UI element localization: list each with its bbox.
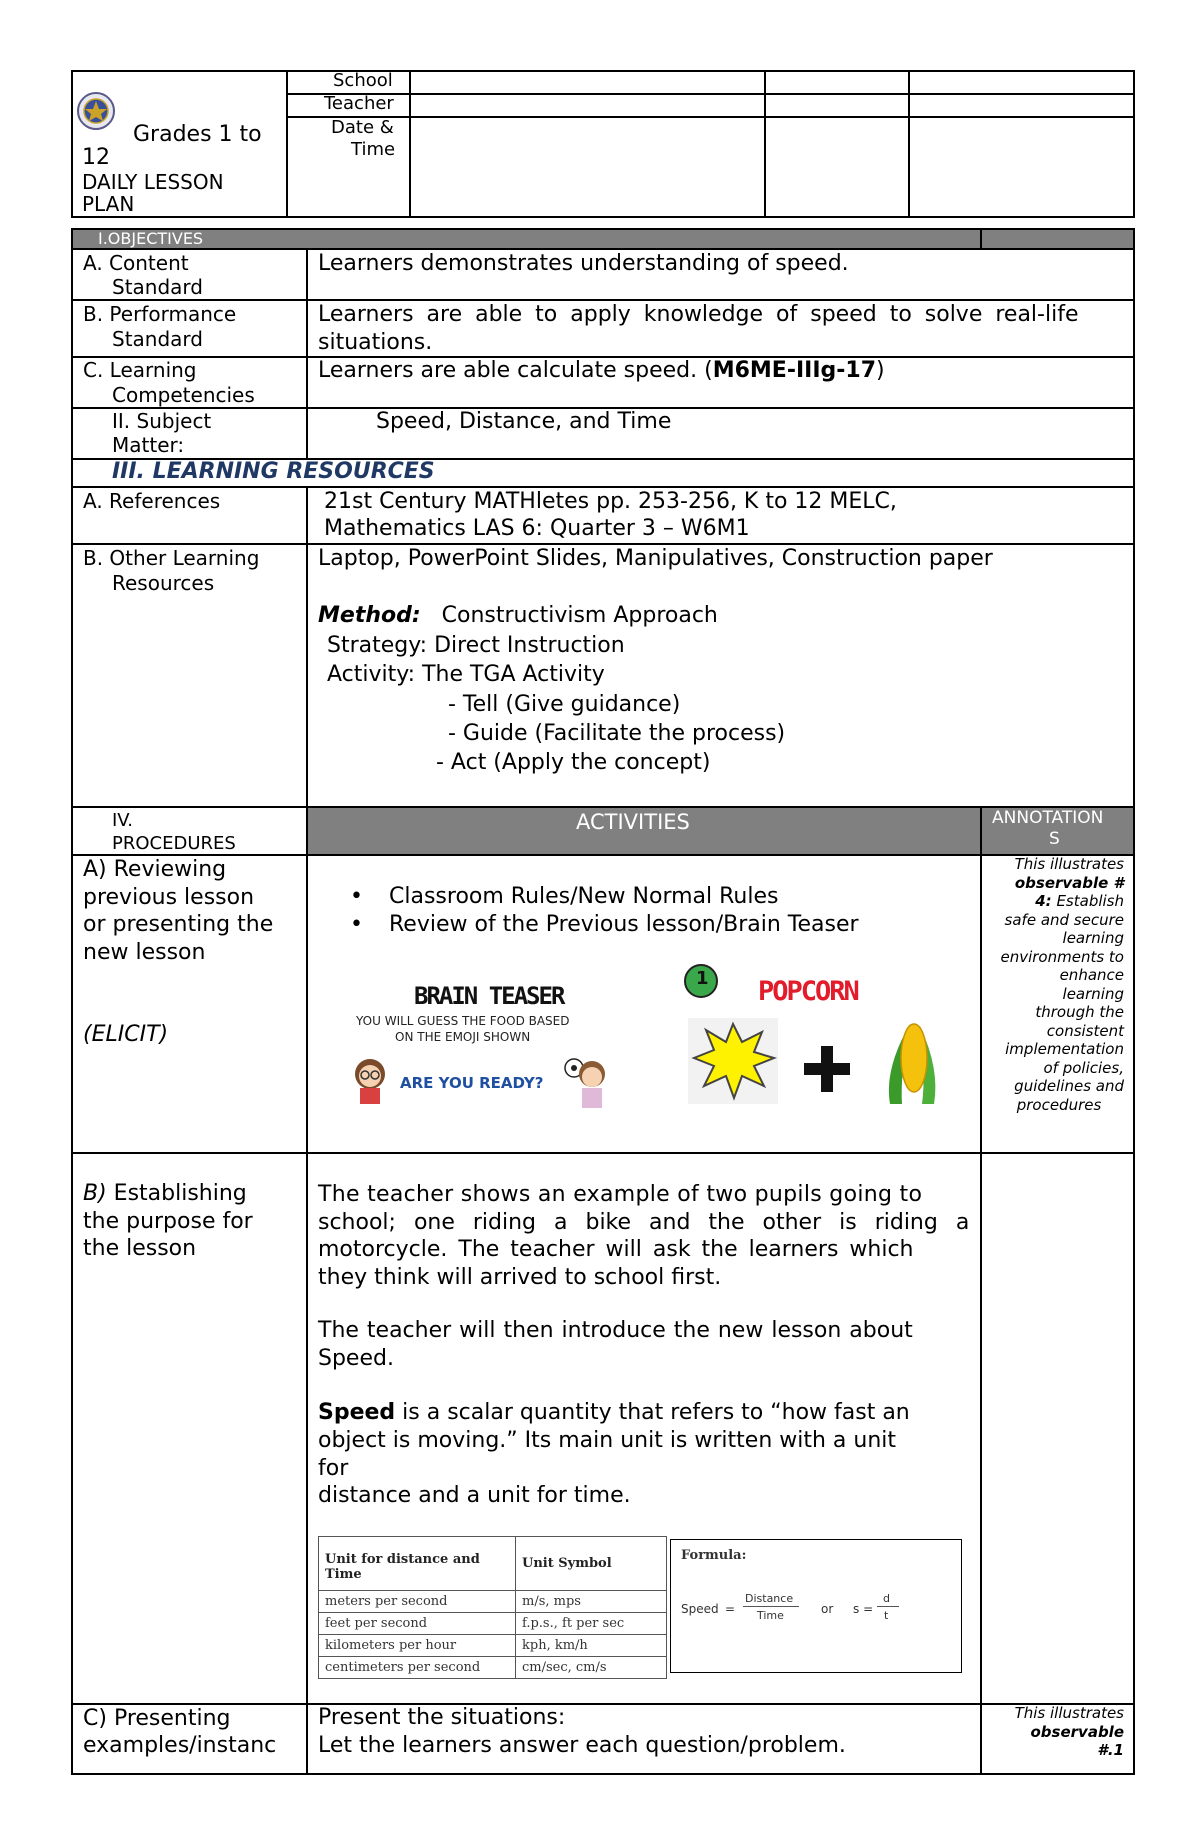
column-divider bbox=[980, 806, 982, 1775]
annotation-line: This illustrates bbox=[1014, 855, 1124, 873]
annotation-line: observable bbox=[1030, 1722, 1124, 1741]
are-you-ready-text: ARE YOU READY? bbox=[400, 1074, 544, 1092]
speed-definition-line: distance and a unit for time. bbox=[318, 1483, 631, 1508]
row-line bbox=[71, 1703, 1135, 1705]
subject-matter-label-cont: Matter: bbox=[112, 433, 185, 457]
boy-cartoon-icon bbox=[562, 1054, 612, 1112]
speed-definition-line: for bbox=[318, 1456, 349, 1481]
formula-bar bbox=[743, 1606, 799, 1607]
bullet-icon: • bbox=[350, 884, 363, 909]
activities-heading: ACTIVITIES bbox=[576, 810, 690, 834]
number-badge-text: 1 bbox=[696, 968, 709, 989]
popcorn-graphic bbox=[684, 962, 964, 1107]
annotation-line: safe and secure bbox=[1004, 910, 1124, 929]
formula-or: or bbox=[821, 1602, 834, 1616]
objectives-heading-bar bbox=[982, 230, 1133, 248]
presenting-text-cont: Let the learners answer each question/problem. bbox=[318, 1733, 846, 1758]
unit-cell: kilometers per hour bbox=[319, 1635, 516, 1657]
time-label: Time bbox=[351, 139, 396, 160]
other-resources-text: Laptop, PowerPoint Slides, Manipulatives, Construction paper bbox=[318, 546, 993, 571]
performance-standard-label: B. Performance bbox=[83, 302, 237, 326]
competency-code: M6ME-IIIg-17 bbox=[712, 358, 877, 383]
speed-term: Speed bbox=[318, 1400, 396, 1425]
review-bullet-1: Classroom Rules/New Normal Rules bbox=[389, 884, 779, 909]
performance-standard-text-cont: situations. bbox=[318, 330, 433, 355]
corn-emoji-icon bbox=[880, 1014, 944, 1106]
annotation-line: implementation bbox=[1005, 1040, 1124, 1058]
method-text: Constructivism Approach bbox=[441, 603, 718, 628]
annotation-line: of policies, bbox=[1043, 1058, 1124, 1077]
annotation-a bbox=[984, 855, 1124, 1114]
method-line bbox=[318, 602, 718, 630]
brain-teaser-graphic bbox=[348, 978, 618, 1116]
heading-divider bbox=[980, 228, 982, 249]
competencies-label-cont: Competencies bbox=[112, 383, 255, 407]
annotation-line: procedures bbox=[1016, 1095, 1102, 1114]
formula-label: Formula: bbox=[681, 1548, 747, 1563]
annotation-c bbox=[984, 1704, 1124, 1760]
establishing-label-cont: the purpose for bbox=[83, 1209, 253, 1234]
formula-bar bbox=[877, 1606, 899, 1607]
explosion-emoji-icon bbox=[688, 1018, 778, 1104]
formula-numerator: Distance bbox=[745, 1592, 794, 1605]
girl-cartoon-icon bbox=[348, 1054, 392, 1106]
content-standard-label-cont: Standard bbox=[112, 275, 203, 299]
annotation-line: This illustrates bbox=[1014, 1704, 1124, 1722]
reviewing-label-cont: new lesson bbox=[83, 940, 206, 965]
popcorn-title: POPCORN bbox=[758, 976, 858, 1007]
deped-seal-icon bbox=[76, 90, 116, 132]
speed-definition-line bbox=[318, 1399, 910, 1427]
tell-text: - Tell (Give guidance) bbox=[448, 692, 681, 717]
references-text-cont: Mathematics LAS 6: Quarter 3 – W6M1 bbox=[324, 516, 750, 541]
brain-teaser-title: BRAIN TEASER bbox=[414, 982, 564, 1010]
purpose-paragraph-line: they think will arrived to school first. bbox=[318, 1265, 722, 1290]
plan-title: DAILY LESSON bbox=[82, 170, 224, 194]
unit-header-2: Unit Symbol bbox=[516, 1537, 667, 1591]
header-row-line bbox=[286, 93, 1135, 95]
unit-cell: cm/sec, cm/s bbox=[516, 1657, 667, 1679]
presenting-label: C) Presenting bbox=[83, 1706, 231, 1731]
speed-definition-line: object is moving.” Its main unit is written with a unit bbox=[318, 1428, 897, 1453]
procedures-label-cont: PROCEDURES bbox=[112, 833, 236, 854]
annotation-line: enhance bbox=[1059, 966, 1124, 984]
resources-heading: III. LEARNING RESOURCES bbox=[112, 459, 435, 484]
annotation-line: guidelines and bbox=[1014, 1077, 1124, 1095]
purpose-paragraph-line: The teacher will then introduce the new lesson about bbox=[318, 1318, 913, 1343]
performance-standard-label-cont: Standard bbox=[112, 327, 203, 351]
guide-text: - Guide (Facilitate the process) bbox=[448, 721, 786, 746]
presenting-label-cont: examples/instanc bbox=[83, 1733, 277, 1758]
establishing-text: Establishing bbox=[106, 1181, 247, 1206]
subject-matter-text: Speed, Distance, and Time bbox=[376, 409, 672, 434]
column-divider bbox=[306, 488, 308, 1775]
annotation-line: learning bbox=[1062, 984, 1124, 1003]
date-label: Date & bbox=[331, 117, 394, 138]
other-resources-label-cont: Resources bbox=[112, 571, 215, 595]
formula-equals: = bbox=[725, 1602, 736, 1616]
establishing-label bbox=[83, 1180, 247, 1208]
annotations-heading-cont: S bbox=[1049, 829, 1060, 849]
formula-box bbox=[670, 1539, 962, 1673]
brain-teaser-sub-cont: ON THE EMOJI SHOWN bbox=[395, 1030, 531, 1044]
establishing-label-cont: the lesson bbox=[83, 1236, 197, 1261]
review-bullet-2: Review of the Previous lesson/Brain Teaser bbox=[389, 912, 859, 937]
unit-table bbox=[318, 1536, 667, 1679]
unit-row bbox=[319, 1613, 667, 1635]
formula-d: d bbox=[883, 1592, 890, 1605]
speed-definition-text: is a scalar quantity that refers to “how fast an bbox=[395, 1400, 910, 1425]
brain-teaser-sub: YOU WILL GUESS THE FOOD BASED bbox=[356, 1014, 570, 1028]
references-label: A. References bbox=[83, 489, 221, 513]
competencies-text bbox=[318, 357, 885, 385]
competencies-text-main: Learners are able calculate speed. ( bbox=[318, 358, 713, 383]
competencies-text-close: ) bbox=[876, 358, 885, 383]
reviewing-label-cont: previous lesson bbox=[83, 885, 255, 910]
presenting-text: Present the situations: bbox=[318, 1705, 566, 1730]
elicit-label: (ELICIT) bbox=[83, 1022, 169, 1047]
formula-s: s = bbox=[853, 1602, 874, 1616]
annotation-line: learning bbox=[1062, 929, 1124, 947]
establishing-letter: B) bbox=[83, 1181, 107, 1206]
content-standard-label: A. Content bbox=[83, 251, 189, 275]
objectives-heading: I.OBJECTIVES bbox=[98, 229, 204, 248]
other-resources-label: B. Other Learning bbox=[83, 546, 260, 570]
competencies-label: C. Learning bbox=[83, 358, 197, 382]
annotation-text: Establish bbox=[1051, 892, 1124, 910]
unit-header-1: Unit for distance and bbox=[325, 1552, 480, 1567]
annotation-line: through the bbox=[1035, 1003, 1124, 1021]
annotation-line: observable # bbox=[1014, 873, 1124, 892]
grades-label: Grades 1 to bbox=[133, 122, 262, 147]
unit-row bbox=[319, 1635, 667, 1657]
column-divider bbox=[306, 248, 308, 458]
grades-label-cont: 12 bbox=[82, 145, 110, 170]
content-standard-text: Learners demonstrates understanding of speed. bbox=[318, 251, 849, 276]
unit-cell: m/s, mps bbox=[516, 1591, 667, 1613]
annotation-bold: 4: bbox=[1035, 892, 1052, 910]
formula-denominator: Time bbox=[757, 1609, 784, 1622]
formula-speed: Speed bbox=[681, 1602, 719, 1616]
annotation-line: environments to bbox=[1000, 947, 1124, 966]
reviewing-label-cont: or presenting the bbox=[83, 912, 274, 937]
activity-text: Activity: The TGA Activity bbox=[327, 662, 605, 687]
objectives-heading-bar bbox=[73, 230, 980, 248]
unit-cell: feet per second bbox=[319, 1613, 516, 1635]
unit-row bbox=[319, 1591, 667, 1613]
subject-matter-label: II. Subject bbox=[112, 409, 212, 433]
procedures-label: IV. bbox=[112, 810, 134, 831]
annotation-line: #.1 bbox=[1097, 1741, 1124, 1759]
unit-row bbox=[319, 1657, 667, 1679]
school-label: School bbox=[333, 70, 393, 91]
act-text: - Act (Apply the concept) bbox=[436, 750, 711, 775]
teacher-label: Teacher bbox=[324, 93, 394, 114]
row-line bbox=[71, 854, 1135, 856]
annotations-heading: ANNOTATION bbox=[992, 808, 1104, 828]
unit-header-1-cont: Time bbox=[325, 1567, 362, 1582]
annotation-line: consistent bbox=[1046, 1021, 1124, 1040]
header-row-line bbox=[286, 116, 1135, 118]
unit-cell: centimeters per second bbox=[319, 1657, 516, 1679]
references-text: 21st Century MATHletes pp. 253-256, K to 12 MELC, bbox=[324, 489, 897, 514]
bullet-icon: • bbox=[350, 912, 363, 937]
method-label: Method: bbox=[318, 603, 421, 628]
purpose-paragraph-line: Speed. bbox=[318, 1346, 394, 1371]
reviewing-label: A) Reviewing bbox=[83, 857, 227, 882]
plan-title-cont: PLAN bbox=[82, 192, 135, 216]
purpose-paragraph-line: motorcycle. The teacher will ask the learners which bbox=[318, 1237, 914, 1262]
annotation-line bbox=[984, 892, 1124, 911]
purpose-paragraph-line: The teacher shows an example of two pupils going to bbox=[318, 1182, 923, 1207]
strategy-text: Strategy: Direct Instruction bbox=[327, 633, 625, 658]
row-line bbox=[71, 1152, 1135, 1154]
formula-t: t bbox=[884, 1609, 889, 1622]
unit-cell: kph, km/h bbox=[516, 1635, 667, 1657]
unit-cell: meters per second bbox=[319, 1591, 516, 1613]
unit-cell: f.p.s., ft per sec bbox=[516, 1613, 667, 1635]
performance-standard-text: Learners are able to apply knowledge of speed to solve real-life bbox=[318, 302, 1079, 327]
plus-icon bbox=[804, 1046, 850, 1092]
purpose-paragraph-line: school; one riding a bike and the other is riding a bbox=[318, 1210, 970, 1235]
